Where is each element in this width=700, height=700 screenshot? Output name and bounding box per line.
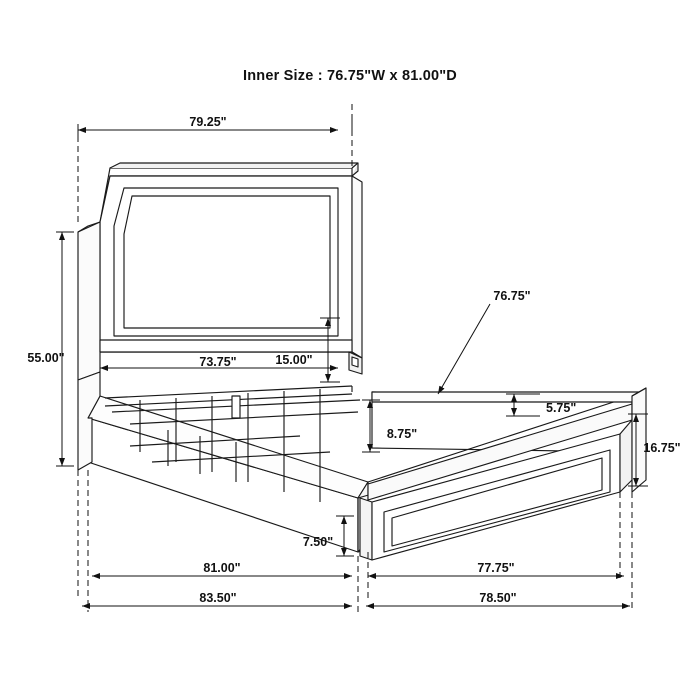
dim-overall-length-left: 83.50" <box>199 591 237 605</box>
bed-outline <box>78 163 646 560</box>
dim-deck-height: 8.75" <box>386 427 418 441</box>
dim-rail-pointer: 76.75" <box>493 289 531 303</box>
dim-overall-height-left: 55.00" <box>27 351 65 365</box>
dim-clearance: 7.50" <box>302 535 334 549</box>
dim-footboard-width: 77.75" <box>477 561 515 575</box>
dim-top-width: 79.25" <box>189 115 227 129</box>
page-title: Inner Size : 76.75"W x 81.00"D <box>243 68 457 84</box>
dim-headboard-to-rail: 15.00" <box>275 353 313 367</box>
dim-footboard-height-right: 16.75" <box>643 441 681 455</box>
dim-overall-length-right: 78.50" <box>479 591 517 605</box>
dim-side-rail-inner: 81.00" <box>203 561 241 575</box>
dim-headboard-inner-width: 73.75" <box>199 355 237 369</box>
dim-slat-thickness: 5.75" <box>546 401 577 415</box>
